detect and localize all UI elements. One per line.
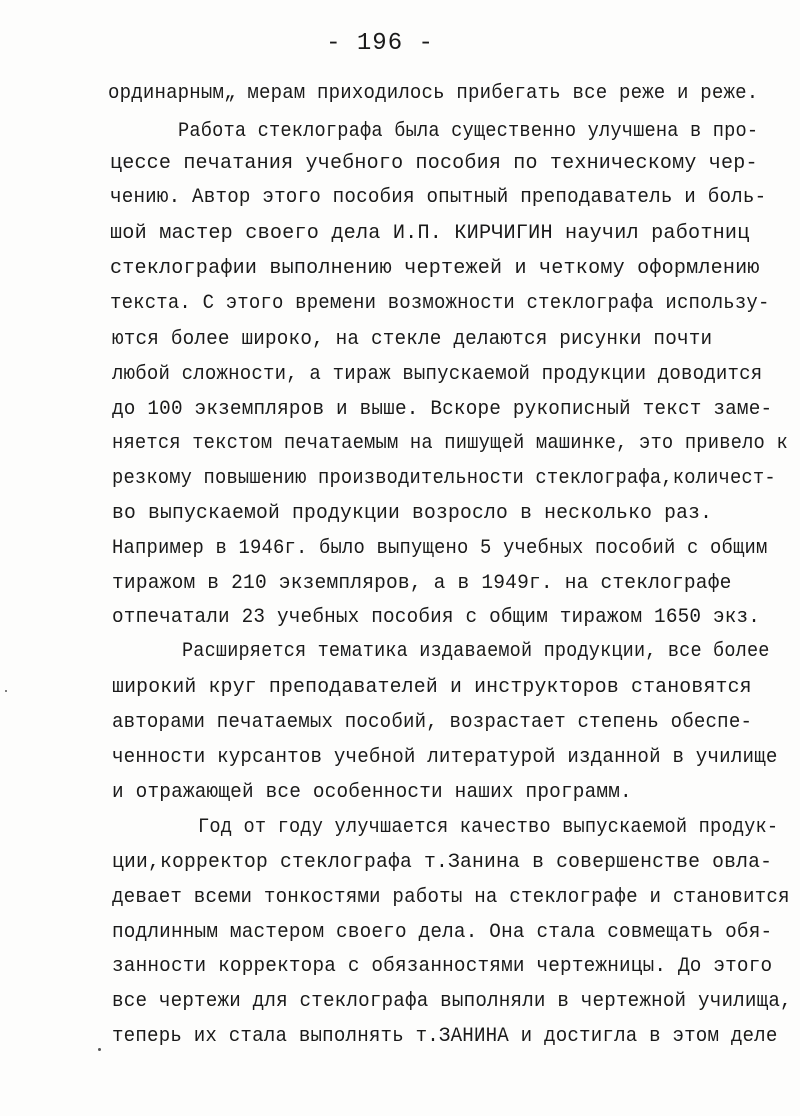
text-line: и отражающей все особенности наших программ. bbox=[112, 781, 632, 804]
text-line: тиражом в 210 экземпляров, а в 1949г. на стеклографе bbox=[112, 572, 732, 595]
text-line: Работа стеклографа была существенно улучшена в про- bbox=[178, 120, 759, 143]
text-line: стеклографии выполнению чертежей и четкому оформлению bbox=[110, 257, 760, 280]
text-line: широкий круг преподавателей и инструкторов становятся bbox=[112, 676, 752, 699]
text-line: до 100 экземпляров и выше. Вскоре рукописный текст заме- bbox=[112, 398, 773, 421]
text-line: чению. Автор этого пособия опытный преподаватель и боль- bbox=[110, 186, 767, 209]
text-line: резкому повышению производительности стеклографа,количест- bbox=[112, 467, 776, 490]
text-line: ординарным„ мерам приходилось прибегать все реже и реже. bbox=[108, 82, 759, 105]
text-line: цессе печатания учебного пособия по техническому чер- bbox=[110, 152, 758, 175]
text-line: Например в 1946г. было выпущено 5 учебных пособий с общим bbox=[112, 537, 768, 560]
text-line: Расширяется тематика издаваемой продукции, все более bbox=[182, 640, 770, 663]
text-line: ются более широко, на стекле делаются рисунки почти bbox=[112, 328, 713, 351]
text-line: Год от году улучшается качество выпускаемой продук- bbox=[198, 816, 779, 839]
text-line: шой мастер своего дела И.П. КИРЧИГИН научил работниц bbox=[110, 222, 750, 245]
page-number: - 196 - bbox=[326, 30, 434, 57]
text-line: занности корректора с обязанностями чертежницы. До этого bbox=[112, 955, 773, 978]
text-line: во выпускаемой продукции возросло в несколько раз. bbox=[112, 502, 713, 525]
text-line: подлинным мастером своего дела. Она стала совмещать обя- bbox=[112, 921, 773, 944]
text-line: все чертежи для стеклографа выполняли в чертежной училища, bbox=[112, 990, 792, 1013]
text-line: няется текстом печатаемым на пишущей машинке, это привело к bbox=[112, 432, 788, 455]
text-line: отпечатали 23 учебных пособия с общим тиражом 1650 экз. bbox=[112, 606, 761, 629]
text-line: девает всеми тонкостями работы на стеклографе и становится bbox=[112, 886, 790, 909]
text-line: авторами печатаемых пособий, возрастает степень обеспе- bbox=[112, 711, 753, 734]
text-line: ции,корректор стеклографа т.Занина в совершенстве овла- bbox=[112, 851, 773, 874]
text-line: ченности курсантов учебной литературой изданной в училище bbox=[112, 746, 778, 769]
text-line: текста. С этого времени возможности стеклографа использу- bbox=[110, 292, 770, 315]
text-line: любой сложности, а тираж выпускаемой продукции доводится bbox=[112, 363, 763, 386]
text-line: теперь их стала выполнять т.ЗАНИНА и достигла в этом деле bbox=[112, 1025, 778, 1048]
